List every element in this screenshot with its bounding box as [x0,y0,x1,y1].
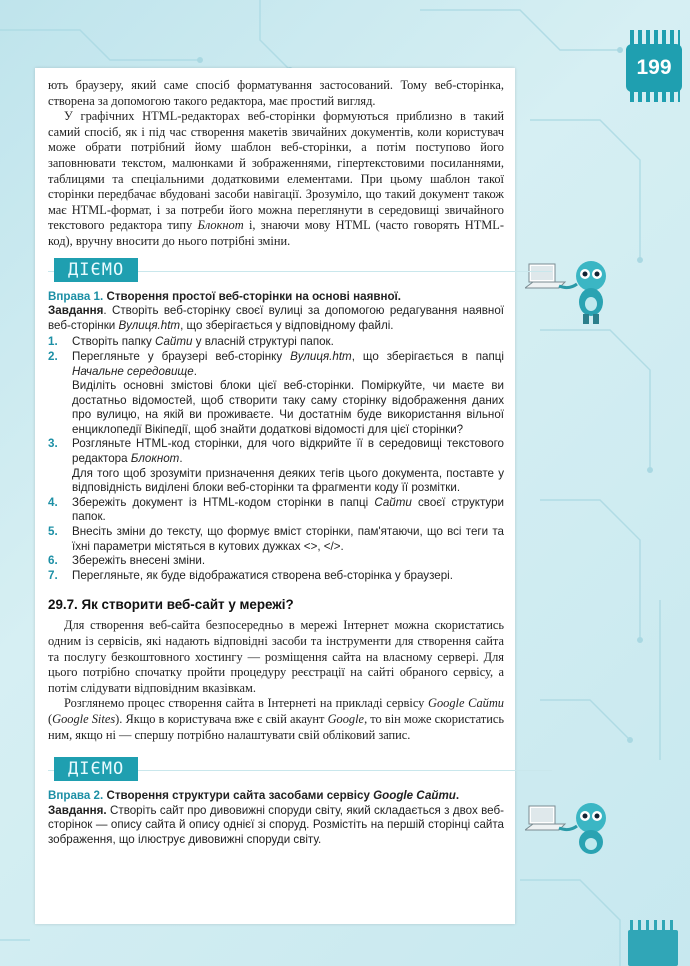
action-badge-row [48,258,504,284]
robot-icon [525,258,635,328]
list-item [48,525,504,554]
step-number: 5. [48,525,58,539]
task-file: Вулиця.htm [118,318,181,332]
list-item [48,335,504,350]
intro-p2-c: і, знаючи мову HTML (часто говорять HTML-код), вручну вносити до нього потрібні зміни. [48,218,504,248]
section-text [48,618,504,743]
section-paragraph-2: Розглянемо процес створення сайта в Інтернеті на прикладі сервісу Google Сайти (Google Sites). Якщо в користувача вже є свій акаунт Google, то він може скористатись ним, якщо ні — спершу потрібно налаштувати свій обліковий запис. [48,696,504,742]
task-label-2: Завдання. [48,803,107,817]
step-number: 1. [48,335,58,349]
exercise-1-title [48,290,504,305]
page-content [48,78,504,848]
list-item [48,350,504,438]
intro-paragraph-2 [48,109,504,249]
exercise-2 [48,789,504,847]
step-text: Збережіть документ із HTML-кодом сторінки в папці Сайти своєї структури папок. [72,495,505,524]
exercise-1-task [48,304,504,333]
step-number: 6. [48,554,58,568]
exercise-1-heading: Створення простої веб-сторінки на основі наявної. [103,289,402,303]
list-item [48,554,504,569]
step-text: Створіть папку Сайти у власній структурі папок. [72,335,334,349]
step-text: Перегляньте, як буде відображатися створена веб-сторінка у браузері. [72,568,453,582]
exercise-2-task [48,804,504,848]
page-number: 199 [636,56,672,79]
intro-text [48,78,504,250]
exercise-1 [48,290,504,584]
page-number-tab [626,44,682,92]
step-number: 2. [48,349,58,363]
intro-p2-b: Блокнот [197,218,244,233]
task-label: Завдання [48,304,104,318]
intro-p2-a: У графічних HTML-редакторах веб-сторінки формуються приблизно в такий самий спосіб, як і під час створення макетів звичайних документів, коли користувач може обрати потрібний йому шаблон веб-сторінки, а потім поступово його заповнювати текстом, малюнками й зображеннями, гіпертекстовими посиланнями, таблицями та спеціальними додатковими елементами. При цьому шаблон такої сторінки передбачає вбудовані засоби навігації. Зрозуміло, що такий документ також має HTML-формат, і за потреби його можна переглянути в середовищі звичайного текстового редактора типу [48,109,504,233]
task-text-b: , що зберігається у відповідному файлі. [180,318,394,332]
exercise-2-number: Вправа 2. [48,789,104,803]
laptop-icon [525,264,565,288]
exercise-1-steps [48,335,504,583]
step-number: 7. [48,568,58,582]
step-text: Збережіть внесені зміни. [72,554,206,568]
step-text: Внесіть зміни до тексту, що формує вміст сторінки, пам'ятаючи, що всі теги та їхні параметри містяться в кутових дужках <>, </>. [72,525,504,553]
step-text: Перегляньте у браузері веб-сторінку Вулиця.htm, що зберігається в папці Начальне середовище. Виділіть основні змістові блоки цієї веб-сторінки. Поміркуйте, чи маєте ви достатньо відомостей, щоб створити таку саму сторінку відображення даних про вулицю, на якій ви проживаєте. Чи достатнім буде використання вільної енциклопедії Вікіпедії, щоб знайти додаткові відомості для цієї сторінки? [72,349,504,436]
section-heading: 29.7. Як створити веб-сайт у мережі? [48,597,294,613]
section-paragraph-1: Для створення веб-сайта безпосередньо в мережі Інтернет можна скористатись одним із сервісів, які надають відповідні засоби та інструменти для створення сайта та послугу безкоштовного хостингу — розміщення сайта на власному сервері. Для цього потрібно спочатку пройти процедуру реєстрації на сайті обраного сервісу, а потім слідувати відповідним вказівкам. [48,618,504,695]
task-text-2: Створіть сайт про дивовижні споруди світу, який складається з двох веб-сторінок — опису сайта й опису однієї зі споруд. Розмістіть на першій сторінці сайта зображення, що ілюструє дивовижні споруди світу. [48,803,504,846]
exercise-2-title: Вправа 2. Створення структури сайта засобами сервісу Google Сайти. [48,789,460,803]
action-badge-2: ДІЄМО [54,757,138,781]
action-badge: ДІЄМО [54,258,138,282]
step-text: Розгляньте HTML-код сторінки, для чого відкрийте її в середовищі текстового редактора Блокнот. Для того щоб зрозуміти призначення деяких тегів цього документа, поставте у відповідність виділені блоки веб-сторінки та фрагменти коду її розмітки. [72,437,504,495]
robot-icon-2 [525,800,635,860]
list-item [48,496,504,525]
exercise-1-number: Вправа 1. [48,289,104,303]
list-item [48,569,504,584]
task-text-a: . Створіть веб-сторінку своєї вулиці за допомогою редагування наявної веб-сторінки [48,304,504,332]
step-number: 3. [48,437,58,451]
intro-paragraph-1: ють браузеру, який саме спосіб форматування застосований. Тому веб-сторінка, створена за допомогою такого редактора, має простий вигляд. [48,78,504,108]
laptop-icon-2 [525,806,565,830]
step-number: 4. [48,495,58,509]
action-badge-row-2 [48,757,504,783]
list-item [48,437,504,495]
